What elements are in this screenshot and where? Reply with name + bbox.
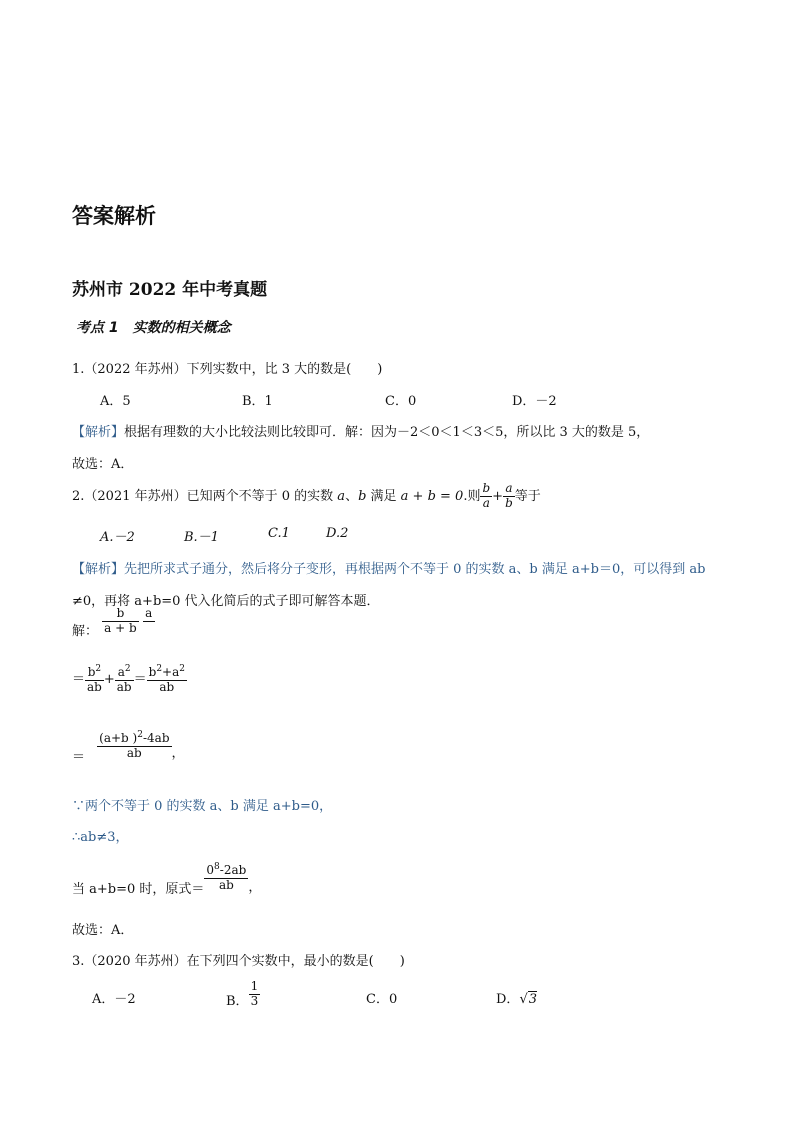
- var-a: a: [337, 488, 346, 504]
- q1-option-c: C．0: [385, 394, 417, 409]
- q2-solution-step3: ＝ $\frac{(a+b )^2-4ab}{ab}$ ，: [72, 730, 185, 765]
- q1-analysis: [72, 421, 649, 440]
- plus-sign: +: [492, 488, 504, 504]
- q3-option-b: B． $\frac{1}{3}$: [226, 979, 259, 1009]
- q3-option-d: D．√3: [496, 992, 538, 1007]
- step2-fraction-b2: $\frac{b^2}{ab}$: [87, 664, 102, 694]
- q3-option-c: C．0: [366, 992, 398, 1007]
- q2-option-b: B.－1: [184, 530, 219, 545]
- step1-fraction2: a: [143, 607, 155, 636]
- step1-fraction: $\frac{b}{a + b}$: [104, 606, 137, 635]
- one-third-fraction: $\frac{1}{3}$: [250, 979, 259, 1008]
- q2-option-d: D.2: [326, 526, 349, 541]
- q2-analysis-line1: [72, 558, 705, 577]
- q2-analysis-line2: ≠0，再将 a+b=0 代入化简后的式子即可解答本题．: [72, 594, 380, 609]
- q2-stem: [72, 482, 541, 511]
- q2-option-c: C.1: [268, 526, 290, 541]
- equals: ＝: [72, 671, 86, 687]
- analysis-text: 先把所求式子通分，然后将分子变形，再根据两个不等于 0 的实数 a、b 满足 a+b＝0，可以得到 ab: [124, 562, 706, 577]
- step2-fraction-a2: $\frac{a^2}{ab}$: [116, 664, 132, 694]
- fraction-b-over-a: $\frac{b}{a}$: [482, 481, 491, 510]
- analysis-text: 根据有理数的大小比较法则比较即可．解：因为－2＜0＜1＜3＜5，所以比 3 大的数是 5，: [124, 425, 650, 440]
- when-text: 当 a+b=0 时，原式＝: [72, 881, 205, 897]
- solution-label: 解：: [72, 623, 99, 639]
- q2-solution-step4: 当 a+b=0 时，原式＝ $\frac{0^8-2ab}{ab}$ ，: [72, 862, 262, 897]
- q2-condition: a + b = 0: [400, 488, 464, 504]
- q1-answer: 故选：A．: [72, 457, 134, 472]
- q2-solution-step1: [72, 606, 155, 646]
- section-heading: 苏州市 2022 年中考真题: [72, 280, 268, 300]
- topic-heading: 考点 1 实数的相关概念: [76, 320, 231, 336]
- sqrt-symbol: √: [519, 992, 528, 1007]
- q2-solution-step2: ＝ $\frac{b^2}{ab}$ + $\frac{a^2}{ab}$ ＝ $\frac{b^2+a^2}{ab}$: [72, 664, 185, 694]
- step3-fraction: $\frac{(a+b )^2-4ab}{ab}$: [99, 730, 170, 760]
- q2-then: .则: [463, 488, 481, 504]
- fraction-a-over-b: $\frac{a}{b}$: [505, 481, 513, 510]
- page-title: 答案解析: [72, 204, 156, 228]
- sep: 、: [345, 488, 359, 504]
- q2-answer: 故选：A．: [72, 923, 134, 938]
- q2-stem-prefix: 2.（2021 年苏州）已知两个不等于 0 的实数: [72, 488, 334, 504]
- q1-option-a: A．5: [100, 394, 131, 409]
- q2-stem-mid: 满足: [366, 488, 401, 504]
- q1-option-b: B．1: [242, 394, 273, 409]
- q2-option-a: A.－2: [100, 530, 135, 545]
- q1-stem: 1.（2022 年苏州）下列实数中，比 3 大的数是( ): [72, 362, 383, 377]
- q3-option-a: A．－2: [92, 992, 136, 1007]
- q2-therefore: ∴ab≠3，: [72, 830, 129, 845]
- q2-because: ∵两个不等于 0 的实数 a、b 满足 a+b=0，: [72, 799, 333, 814]
- step2-fraction-sum: $\frac{b^2+a^2}{ab}$: [148, 664, 185, 694]
- q3-stem: 3.（2020 年苏州）在下列四个实数中，最小的数是( ): [72, 954, 405, 969]
- q1-option-d: D．－2: [512, 394, 557, 409]
- sqrt-value: 3: [528, 992, 538, 1007]
- var-b: b: [358, 488, 367, 504]
- step4-fraction: $\frac{0^8-2ab}{ab}$: [206, 862, 247, 892]
- analysis-tag: 【解析】: [72, 425, 125, 440]
- q2-stem-suffix: 等于: [514, 488, 541, 504]
- analysis-tag: 【解析】: [72, 562, 125, 577]
